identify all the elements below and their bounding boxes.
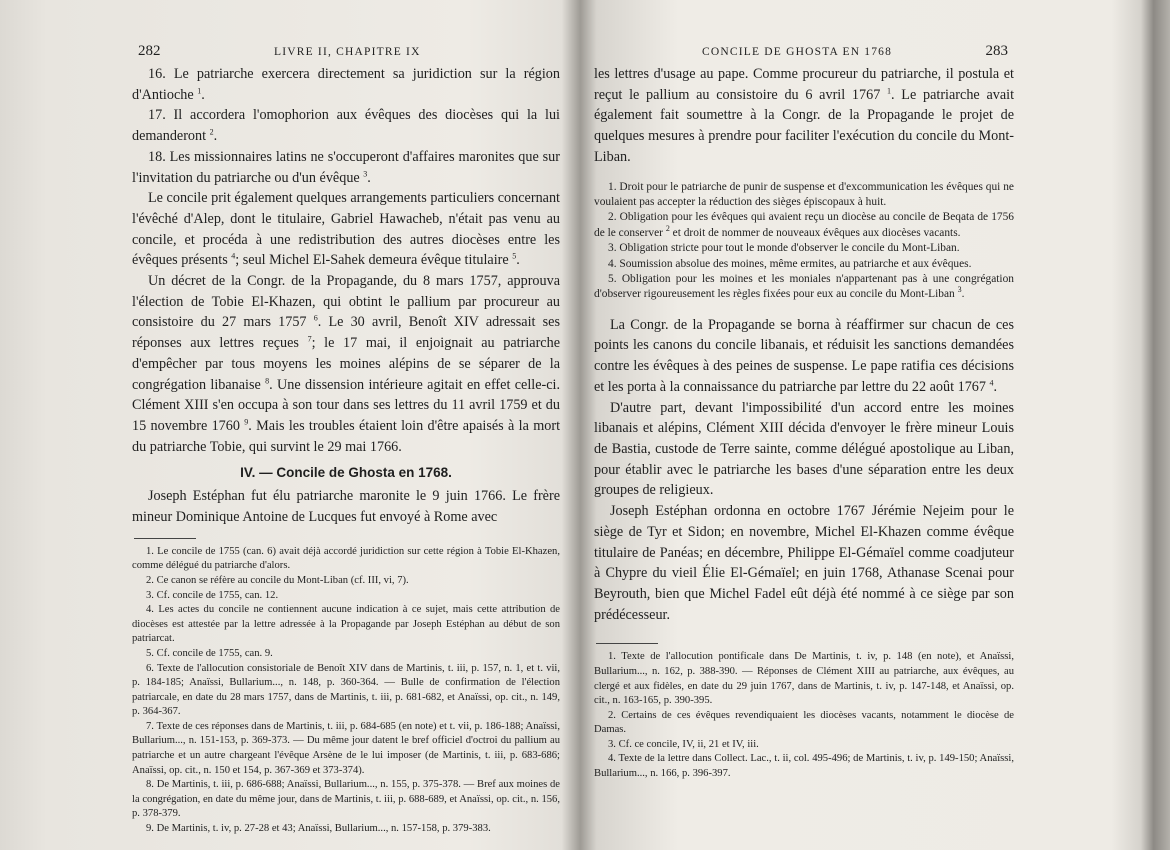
footnote: 5. Cf. concile de 1755, can. 9. bbox=[146, 647, 273, 659]
running-head-title: LIVRE II, CHAPITRE IX bbox=[274, 46, 421, 58]
list-item: 3. Obligation stricte pour tout le monde d'observer le concile du Mont-Liban. bbox=[608, 242, 960, 255]
footnote: 8. De Martinis, t. iii, p. 686-688; Anaïssi, Bullarium..., n. 155, p. 375-378. — Bref aux moines de la congrégation, en date du même jour, dans de Martinis, t. iii, p. 688-689, et Anaïssi, op. cit., n. 156, p. 378-379. bbox=[132, 779, 560, 820]
running-head-title: CONCILE DE GHOSTA EN 1768 bbox=[702, 46, 893, 58]
page-number: 283 bbox=[985, 43, 1008, 59]
left-footnotes bbox=[132, 545, 560, 837]
left-page bbox=[132, 40, 560, 837]
paragraph: les lettres d'usage au pape. Comme procureur du patriarche, il postula et reçut le pallium au consistoire du 6 avril 1767 $^1$. Le patriarche avait également fait soumettre à la Congr. de la Propagande le projet de quelques mesures à prendre pour faciliter l'exécution du concile du Mont-Liban. bbox=[594, 66, 1015, 165]
footnote: 6. Texte de l'allocution consistoriale de Benoît XIV dans de Martinis, t. iii, p. 157, n. 1, et t. vii, p. 184-185; Anaïssi, Bullarium..., n. 148, p. 360-364. — Bulle de confirmation de l'élection patriarcale, en date du 28 mars 1757, dans de Martinis, t. iii, p. 681-682, et Anaïssi, op. cit., n. 149, p. 364-367. bbox=[132, 662, 560, 718]
footnote: 7. Texte de ces réponses dans de Martinis, t. iii, p. 684-685 (en note) et t. vii, p. 186-188; Anaïssi, Bullarium..., n. 151-153, p. 369-373. — Du même jour datent le bref officiel d'octroi du pallium au patriarche et un autre chargeant l'évêque Arsène de le lui imposer (de Martinis, t. iii, p. 683-686; Anaïssi, op. cit., n. 150 et 154, p. 367-369 et 373-374). bbox=[132, 720, 560, 776]
paragraph: D'autre part, devant l'impossibilité d'un accord entre les moines libanais et alépins, Clément XIII décida d'envoyer le frère mineur Louis de Bastia, custode de Terre sainte, comme délégué apostolique au Liban, pour établir avec le patriarche les bases d'une séparation entre les deux groupes de religieux. bbox=[594, 399, 1014, 499]
right-page bbox=[594, 40, 1014, 782]
list-item: 4. Soumission absolue des moines, même ermites, au patriarche et aux évêques. bbox=[608, 257, 972, 270]
canon-list bbox=[594, 180, 1014, 303]
footnote-rule bbox=[596, 643, 658, 644]
footnote-rule bbox=[134, 538, 196, 539]
left-running-head bbox=[132, 40, 560, 64]
right-running-head bbox=[594, 40, 1014, 64]
footnote: 9. De Martinis, t. iv, p. 27-28 et 43; Anaïssi, Bullarium..., n. 157-158, p. 379-383. bbox=[146, 823, 491, 835]
footnote: 1. Texte de l'allocution pontificale dans De Martinis, t. iv, p. 148 (en note), et Anaïssi, Bullarium..., n. 162, p. 388-390. — Réponses de Clément XIII au patriarche, aux évêques, au clergé et aux fidèles, en date du 29 juin 1767, dans de Martinis, t. iv, p. 147-148, et Anaïssi, op. cit., n. 163-165, p. 390-395. bbox=[594, 651, 1014, 707]
list-item: 1. Droit pour le patriarche de punir de suspense et d'excommunication les évêques qui ne voulaient pas accepter la réduction des sièges épiscopaux à huit. bbox=[594, 180, 1014, 208]
paragraph: Joseph Estéphan fut élu patriarche maronite le 9 juin 1766. Le frère mineur Dominique Antoine de Lucques fut envoyé à Rome avec bbox=[132, 488, 560, 526]
footnote: 2. Certains de ces évêques revendiquaient les diocèses vacants, notamment le diocèse de Damas. bbox=[594, 709, 1014, 736]
list-item: 5. Obligation pour les moines et les moniales n'appartenant pas à une congrégation d'observer rigoureusement les règles fixées pour eux au concile du Mont-Liban $^3$. bbox=[594, 272, 1014, 301]
footnote: 4. Les actes du concile ne contiennent aucune indication à ce sujet, mais cette attribution de diocèses est attestée par la lettre adressée à la Propagande par Joseph Estéphan au début de son patriarcat. bbox=[132, 604, 560, 645]
left-body-text bbox=[132, 64, 560, 528]
paragraph: Joseph Estéphan ordonna en octobre 1767 Jérémie Nejeim pour le siège de Tyr et Sidon; en novembre, Michel El-Khazen comme évêque titulaire de Panéas; en décembre, Philippe El-Gémaïel comme coadjuteur à Chypre du vieil Élie El-Gémaïel; en juin 1768, Athanase Scenai pour Beyrouth, bien que Michel Fadel eût déjà été nommé à ce siège par son prédécesseur. bbox=[594, 503, 1014, 623]
list-item: 2. Obligation pour les évêques qui avaient reçu un diocèse au concile de Beqata de 1756 de le conserver $^2$ et droit de nommer de nouveaux évêques aux diocèses vacants. bbox=[594, 211, 1014, 239]
section-heading: IV. — Concile de Ghosta en 1768. bbox=[240, 465, 452, 481]
paragraph: Un décret de la Congr. de la Propagande, du 8 mars 1757, approuva l'élection de Tobie El-Khazen, qui obtint le pallium par procureur au consistoire du 27 mars 1757 $^6$. Le 30 avril, Benoît XIV adressait ses réponses aux lettres reçues $^7$; le 17 mai, il enjoignait au patriarche d'empêcher par tous moyens les moines alépins de se séparer de la congrégation libanaise $^8$. Une dissension intérieure agitait en effet celle-ci. Clément XIII s'en occupa à son tour dans ses lettres du 11 avril 1759 et du 15 novembre 1760 $^9$. Mais les troubles étaient loin d'être apaisés à la mort du patriarche Tobie, qui survint le 29 mai 1766. bbox=[132, 273, 561, 455]
paragraph: La Congr. de la Propagande se borna à réaffirmer sur chacun de ces points les canons du concile libanais, et réduisit les sanctions demandées contre les évêques à des peines de suspense. Le pape ratifia ces décisions et les porta à la connaissance du patriarche par lettre du 22 août 1767 $^4$. bbox=[594, 316, 1014, 395]
footnote: 3. Cf. concile de 1755, can. 12. bbox=[146, 589, 279, 601]
right-body-text-continued bbox=[594, 315, 1014, 626]
paragraph: 17. Il accordera l'omophorion aux évêques des diocèses qui la lui demanderont $^2$. bbox=[132, 107, 560, 145]
footnote: 4. Texte de la lettre dans Collect. Lac., t. ii, col. 495-496; de Martinis, t. iv, p. 149-150; Anaïssi, Bullarium..., n. 166, p. 396-397. bbox=[594, 753, 1014, 780]
page-number: 282 bbox=[138, 43, 161, 59]
paragraph: 16. Le patriarche exercera directement sa juridiction sur la région d'Antioche $^1$. bbox=[132, 66, 560, 103]
footnote: 2. Ce canon se réfère au concile du Mont-Liban (cf. III, vi, 7). bbox=[146, 574, 409, 586]
right-body-text bbox=[594, 64, 1014, 168]
paragraph: 18. Les missionnaires latins ne s'occuperont d'affaires maronites que sur l'invitation du patriarche ou d'un évêque $^3$. bbox=[132, 148, 560, 186]
footnote: 1. Le concile de 1755 (can. 6) avait déjà accordé juridiction sur cette région à Tobie El-Khazen, comme délégué du patriarche d'alors. bbox=[132, 545, 560, 572]
paragraph: Le concile prit également quelques arrangements particuliers concernant l'évêché d'Alep, dont le titulaire, Gabriel Hawacheb, n'était pas venu au concile, et procéda à une redistribution des autres diocèses entre les évêques présents $^4$; seul Michel El-Sahek demeura évêque titulaire $^5$. bbox=[132, 190, 560, 269]
right-footnotes bbox=[594, 650, 1014, 781]
footnote: 3. Cf. ce concile, IV, ii, 21 et IV, iii. bbox=[608, 738, 759, 750]
